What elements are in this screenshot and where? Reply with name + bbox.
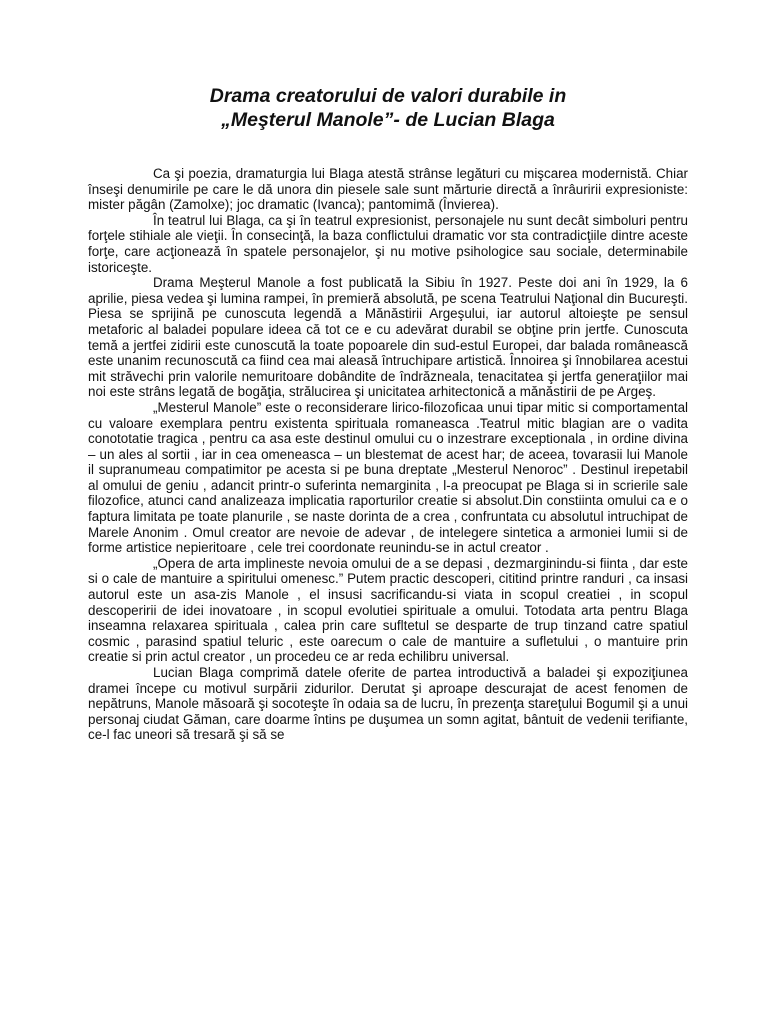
document-page — [88, 84, 688, 743]
document-title — [88, 84, 688, 132]
paragraph-1: Ca şi poezia, dramaturgia lui Blaga atestă strânse legături cu mişcarea modernistă. Chiar înseşi denumirile pe care le dă unora din piesele sale sunt mărturie directă a înrâuririi expresioniste: mister păgân (Zamolxe); joc dramatic (Ivanca); pantomimă (Învierea). — [88, 166, 688, 213]
title-line-2: „Meşterul Manole”- de Lucian Blaga — [221, 109, 555, 131]
document-body — [88, 166, 688, 743]
paragraph-5: „Opera de arta implineste nevoia omului de a se depasi , dezmarginindu-si fiinta , dar este si o cale de mantuire a spiritului omenesc.” Putem practic descoperi, cititind printre randuri , ca insasi autorul este un asa-zis Manole , el insusi sacrificandu-si viata in scopul creatiei , in scopul descoperirii de idei inovatoare , in scopul evolutiei spirituale a omului. Totodata arta pentru Blaga inseamna relaxarea spirituala , calea prin care sufltetul se desparte de trup tinzand catre spatiul cosmic , parasind spatiul teluric , este oarecum o cale de mantuire a sufletului , o mantuire prin creatie si prin actul creator , un procedeu ce ar reda echilibru universal. — [88, 555, 688, 665]
paragraph-4: „Mesterul Manole” este o reconsiderare lirico-filozoficaa unui tipar mitic si comportamental cu valoare exemplara pentru existenta spirituala romaneasca .Teatrul mitic blagian are o vadita conototatie tragica , pentru ca asa este destinul omului cu o inzestrare exceptionala , in ordine divina – un ales al sortii , iar in cea omeneasca – un blestemat de acest har; de aceea, tovarasii lui Manole il supranumeau compatimitor pe acesta si pe buna dreptate „Mesterul Nenoroc” . Destinul irepetabil al omului de geniu , adancit printr-o suferinta nemarginita , l-a preocupat pe Blaga si in scrierile sale filozofice, atunci cand analizeaza implicatia raporturilor creatie si absolut.Din constiinta omului ca e o faptura limitata pe toate planurile , se naste dorinta de a crea , confruntata cu absolutul intruchipat de Marele Anonim . Omul creator are nevoie de adevar , de intelegere sintetica a armoniei lumii si de forme artistice nepieritoare , cele trei coordonate reunindu-se in actul creator . — [88, 399, 688, 556]
paragraph-2: În teatrul lui Blaga, ca şi în teatrul expresionist, personajele nu sunt decât simboluri pentru forţele stihiale ale vieţii. În consecinţă, la baza conflictului dramatic vor sta contradicţiile dintre aceste forţe, care acţionează în spatele personajelor, şi nu motive psihologice sau sociale, determinabile istoriceşte. — [88, 212, 688, 275]
paragraph-6: Lucian Blaga comprimă datele oferite de partea introductivă a baladei şi expoziţiunea dramei începe cu motivul surpării zidurilor. Derutat şi aproape descurajat de acest fenomen de nepătruns, Manole măsoară şi socoteşte în odaia sa de lucru, în prezenţa stareţului Bogumil şi a unui personaj ciudat Găman, care doarme întins pe duşumea un somn agitat, bântuit de vedenii terifiante, ce-l fac uneori să tresară şi să se — [88, 665, 688, 743]
title-line-1: Drama creatorului de valori durabile in — [209, 85, 567, 107]
paragraph-3: Drama Meşterul Manole a fost publicată la Sibiu în 1927. Peste doi ani în 1929, la 6 aprilie, piesa vedea şi lumina rampei, în premieră absolută, pe scena Teatrului Naţional din Bucureşti. Piesa se sprijină pe cunoscuta legendă a Mănăstirii Argeşului, iar autorul altoieşte pe sensul metaforic al baladei populare ideea că tot ce e cu adevărat durabil se obţine prin jertfe. Cunoscuta temă a jertfei zidirii este cunoscută la toate popoarele din sud-estul Europei, dar balada românească este unanim recunoscută ca fiind cea mai aleasă întruchipare artistică. Înnoirea şi înnobilarea acestui mit străvechi prin valorile nemuritoare dobândite de îndrăzneala, tenacitatea şi jertfa generaţiilor mai noi este strâns legată de bogăţia, strălucirea şi unicitatea arhitectonică a mănăstirii de pe Argeş. — [88, 275, 688, 400]
